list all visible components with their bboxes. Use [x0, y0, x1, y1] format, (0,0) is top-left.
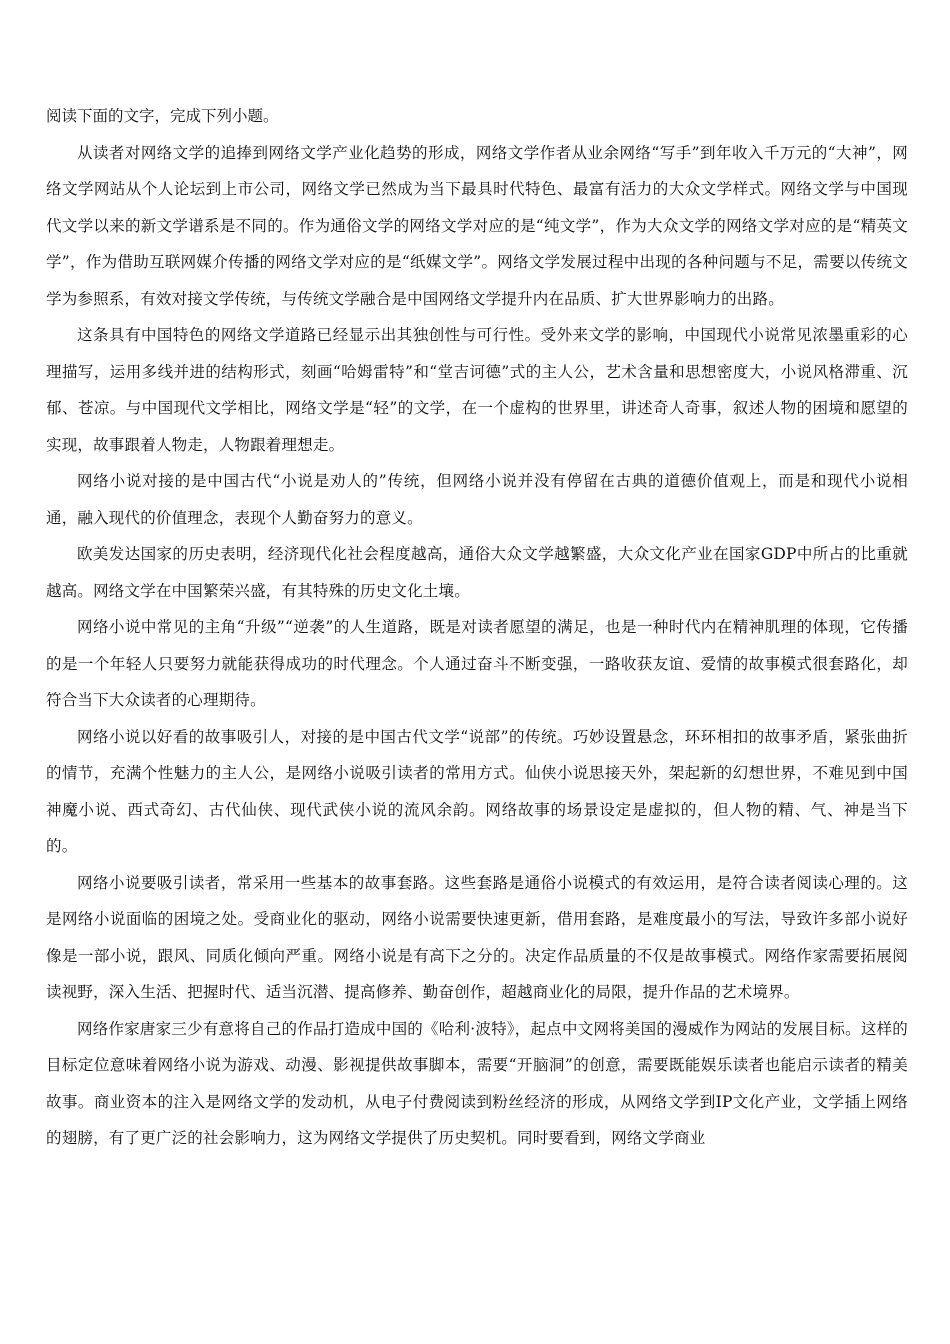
paragraph-4: 欧美发达国家的历史表明，经济现代化社会程度越高，通俗大众文学越繁盛，大众文化产业在国家GDP中所占的比重就越高。网络文学在中国繁荣兴盛，有其特殊的历史文化土壤。: [46, 545, 908, 600]
paragraph-8: 网络作家唐家三少有意将自己的作品打造成中国的《哈利·波特》，起点中文网将美国的漫威作为网站的发展目标。这样的目标定位意味着网络小说为游戏、动漫、影视提供故事脚本，需要“开脑洞”的创意，需要既能娱乐读者也能启示读者的精美故事。商业资本的注入是网络文学的发动机，从电子付费阅读到粉丝经济的形成，从网络文学到IP文化产业，文学插上网络的翅膀，有了更广泛的社会影响力，这为网络文学提供了历史契机。同时要看到，网络文学商业: [46, 1019, 908, 1147]
paragraph-1: 从读者对网络文学的追捧到网络文学产业化趋势的形成，网络文学作者从业余网络“写手”到年收入千万元的“大神”，网络文学网站从个人论坛到上市公司，网络文学已然成为当下最具时代特色、最富有活力的大众文学样式。网络文学与中国现代文学以来的新文学谱系是不同的。作为通俗文学的网络文学对应的是“纯文学”，作为大众文学的网络文学对应的是“精英文学”，作为借助互联网媒介传播的网络文学对应的是“纸媒文学”。网络文学发展过程中出现的各种问题与不足，需要以传统文学为参照系，有效对接文学传统，与传统文学融合是中国网络文学提升内在品质、扩大世界影响力的出路。: [46, 143, 908, 308]
paragraph-2: 这条具有中国特色的网络文学道路已经显示出其独创性与可行性。受外来文学的影响，中国现代小说常见浓墨重彩的心理描写，运用多线并进的结构形式，刻画“哈姆雷特”和“堂吉诃德”式的主人公，艺术含量和思想密度大，小说风格滞重、沉郁、苍凉。与中国现代文学相比，网络文学是“轻”的文学，在一个虚构的世界里，讲述奇人奇事，叙述人物的困境和愿望的实现，故事跟着人物走，人物跟着理想走。: [46, 326, 908, 454]
paragraph-5: 网络小说中常见的主角“升级”“逆袭”的人生道路，既是对读者愿望的满足，也是一种时代内在精神肌理的体现，它传播的是一个年轻人只要努力就能获得成功的时代理念。个人通过奋斗不断变强，一路收获友谊、爱情的故事模式很套路化，却符合当下大众读者的心理期待。: [46, 618, 908, 709]
paragraph-3: 网络小说对接的是中国古代“小说是劝人的”传统，但网络小说并没有停留在古典的道德价值观上，而是和现代小说相通，融入现代的价值理念，表现个人勤奋努力的意义。: [46, 472, 908, 527]
paragraph-7: 网络小说要吸引读者，常采用一些基本的故事套路。这些套路是通俗小说模式的有效运用，是符合读者阅读心理的。这是网络小说面临的困境之处。受商业化的驱动，网络小说需要快速更新，借用套路，是难度最小的写法，导致许多部小说好像是一部小说，跟风、同质化倾向严重。网络小说是有高下之分的。决定作品质量的不仅是故事模式。网络作家需要拓展阅读视野，深入生活、把握时代、适当沉潜、提高修养、勤奋创作，超越商业化的局限，提升作品的艺术境界。: [46, 873, 908, 1001]
reading-instruction: 阅读下面的文字，完成下列小题。: [46, 107, 279, 125]
document-page: [46, 98, 908, 1157]
paragraph-6: 网络小说以好看的故事吸引人，对接的是中国古代文学“说部”的传统。巧妙设置悬念，环环相扣的故事矛盾，紧张曲折的情节，充满个性魅力的主人公，是网络小说吸引读者的常用方式。仙侠小说思接天外，架起新的幻想世界，不难见到中国神魔小说、西式奇幻、古代仙侠、现代武侠小说的流风余韵。网络故事的场景设定是虚拟的，但人物的精、气、神是当下的。: [46, 727, 908, 855]
